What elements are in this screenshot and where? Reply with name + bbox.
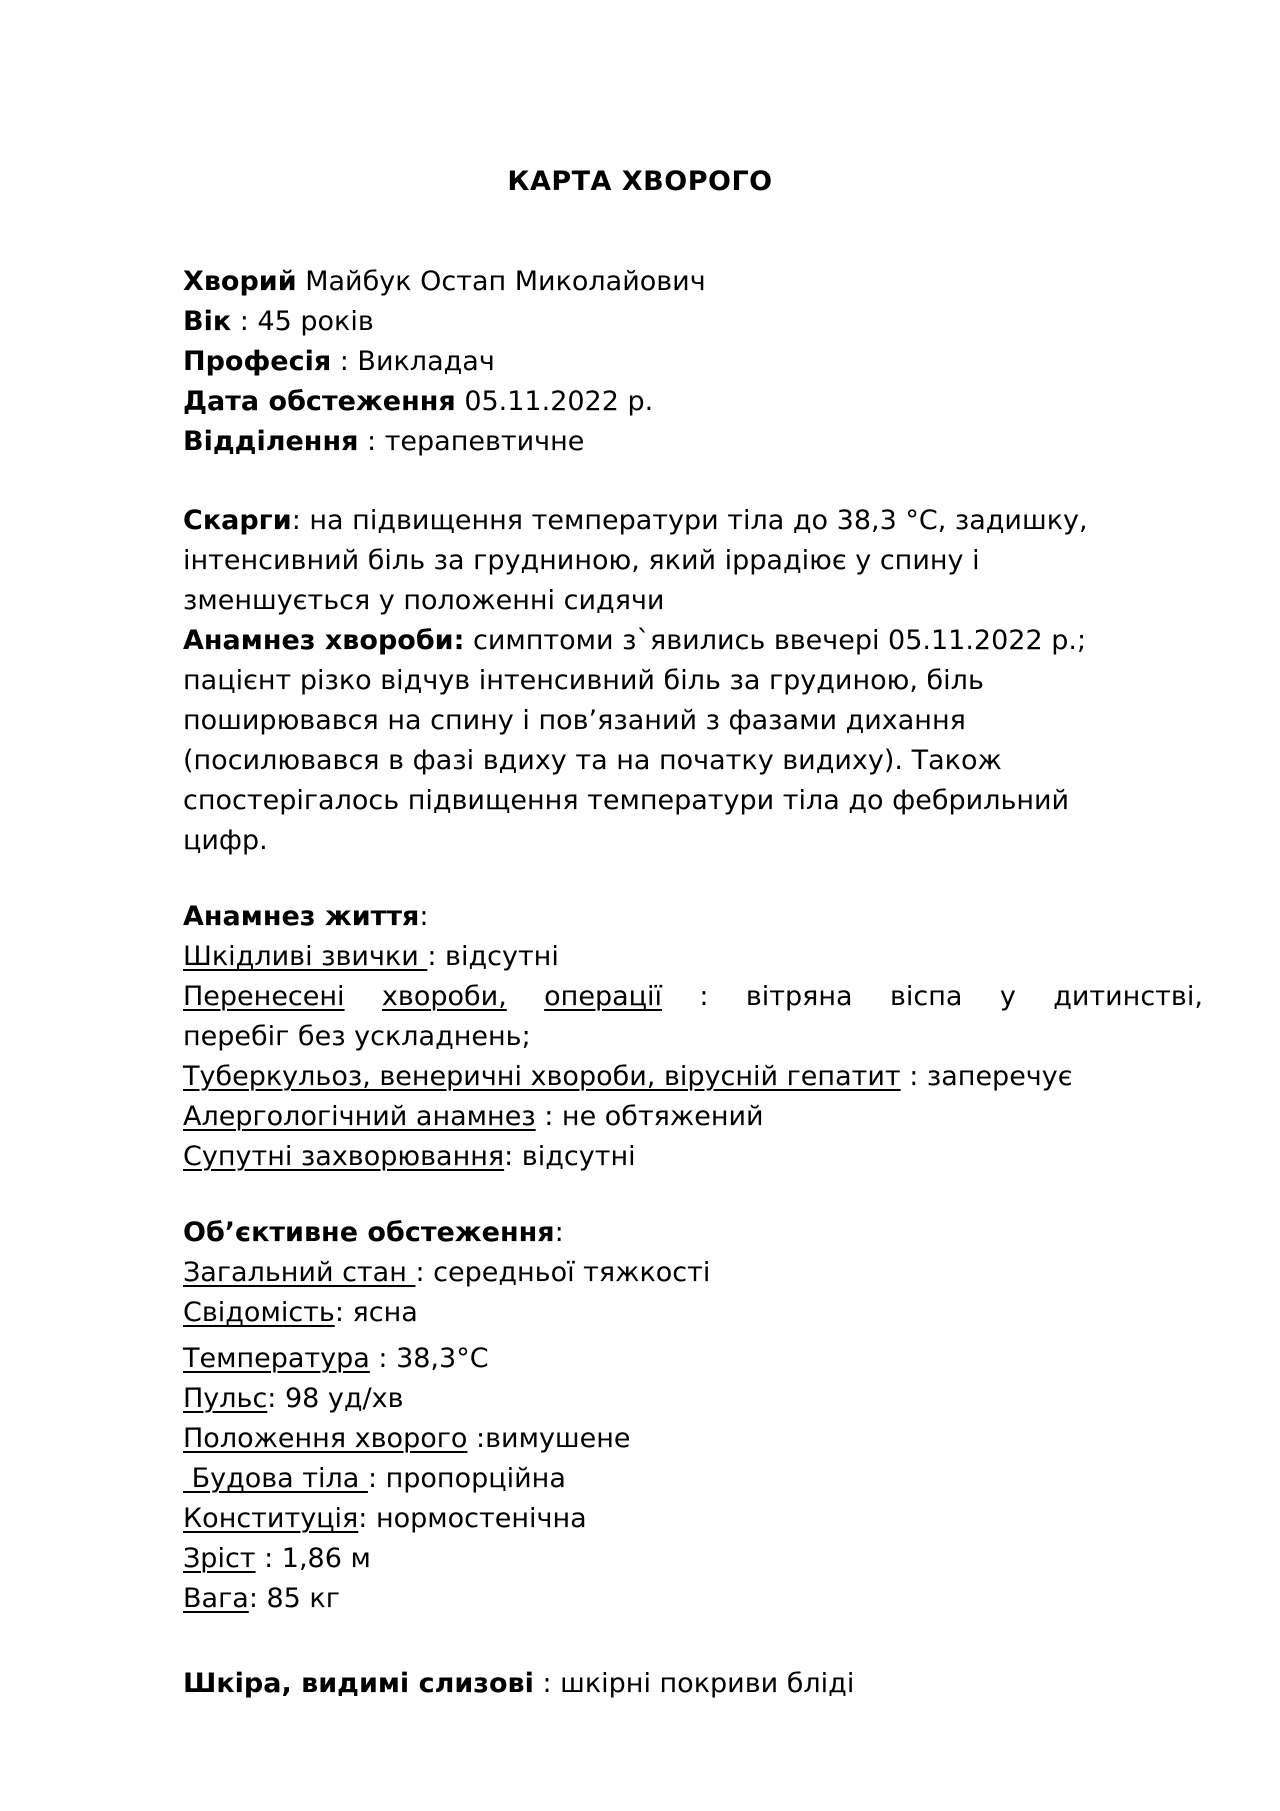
complaints-text-1: : на підвищення температури тіла до 38,3 °C, задишку, [291,505,1088,536]
disease-history-line-4: (посилювався в фазі вдиху та на початку видиху). Також [183,745,1002,776]
position-line [183,1419,1203,1459]
life-history-heading-line [183,897,1203,937]
past-diseases-word: хвороби, [381,981,507,1012]
patient-profession-label: Професія [183,346,332,377]
past-diseases-word: віспа [889,981,963,1012]
exam-date-label: Дата обстеження [183,386,456,417]
life-history-heading: Анамнез життя [183,901,420,932]
general-state-line [183,1253,1203,1293]
pulse-line [183,1379,1203,1419]
complaints-line-2: інтенсивний біль за грудниною, який іррадіює у спину і [183,545,980,576]
pulse-value: : 98 уд/хв [267,1383,404,1414]
weight-line [183,1579,1203,1619]
comorbid-label: Супутні захворювання [183,1141,505,1172]
patient-age-label: Вік [183,306,232,337]
life-history-heading-suffix: : [419,901,429,932]
complaints-line-1 [183,501,1203,541]
disease-history-label: Анамнез хвороби: [183,625,465,656]
patient-info [183,262,1203,462]
disease-history-line-1 [183,621,1203,661]
patient-profession-line [183,342,1203,382]
height-line [183,1539,1203,1579]
infections-line [183,1057,1203,1097]
life-history-section [183,897,1203,1177]
disease-history-line-5: спостерігалось підвищення температури тіла до фебрильний [183,785,1070,816]
objective-heading-suffix: : [554,1217,564,1248]
comorbid-line [183,1137,1203,1177]
consciousness-value: : ясна [334,1297,418,1328]
build-label: Будова тіла [183,1463,368,1494]
allergy-line [183,1097,1203,1137]
skin-section [183,1664,1203,1704]
objective-exam-section [183,1213,1203,1619]
habits-value: : відсутні [427,941,559,972]
consciousness-line [183,1293,1203,1333]
objective-heading: Об’єктивне обстеження [183,1217,555,1248]
patient-age-line [183,302,1203,342]
past-diseases-word: дитинстві, [1053,981,1203,1012]
habits-label: Шкідливі звички [183,941,428,972]
department-line [183,422,1203,462]
patient-age-value: : 45 років [231,306,374,337]
skin-label: Шкіра, видимі слизові [183,1668,534,1699]
disease-history-line-3: поширювався на спину і пов’язаний з фазами дихання [183,705,966,736]
document-title: КАРТА ХВОРОГО [507,166,773,197]
past-diseases-line-2: перебіг без ускладнень; [183,1021,531,1052]
skin-line [183,1664,1203,1704]
temperature-line [183,1339,1203,1379]
patient-name-label: Хворий [183,266,297,297]
objective-heading-line [183,1213,1203,1253]
position-label: Положення хворого [183,1423,468,1454]
disease-history-line-6: цифр. [183,825,268,856]
allergy-value: : не обтяжений [535,1101,764,1132]
skin-value: : шкірні покриви бліді [533,1668,855,1699]
constitution-label: Конституція [183,1503,359,1534]
allergy-label: Алергологічний анамнез [183,1101,536,1132]
past-diseases-word: Перенесені [183,981,345,1012]
general-state-label: Загальний стан [183,1257,416,1288]
disease-history-text-1: симптоми з`явились ввечері 05.11.2022 р.; [464,625,1087,656]
exam-date-value: 05.11.2022 р. [455,386,654,417]
patient-name-value: Майбук Остап Миколайович [296,266,706,297]
infections-value: : заперечує [900,1061,1073,1092]
infections-label: Туберкульоз, венеричні хвороби, вірусній гепатит [183,1061,901,1092]
complaints-line-3: зменшується у положенні сидячи [183,585,665,616]
constitution-value: : нормостенічна [358,1503,587,1534]
weight-value: : 85 кг [248,1583,340,1614]
height-value: : 1,86 м [255,1543,371,1574]
consciousness-label: Свідомість [183,1297,335,1328]
constitution-line [183,1499,1203,1539]
height-label: Зріст [183,1543,256,1574]
patient-name-line [183,262,1203,302]
complaints-section [183,501,1203,861]
position-value: :вимушене [467,1423,631,1454]
past-diseases-line-1 [183,977,1203,1017]
department-label: Відділення [183,426,359,457]
comorbid-value: : відсутні [504,1141,636,1172]
build-line [183,1459,1203,1499]
past-diseases-word: вітряна [745,981,853,1012]
general-state-value: : середньої тяжкості [415,1257,711,1288]
past-diseases-word: у [999,981,1016,1012]
build-value: : пропорційна [367,1463,566,1494]
complaints-label: Скарги [183,505,292,536]
department-value: : терапевтичне [358,426,585,457]
disease-history-line-2: пацієнт різко відчув інтенсивний біль за грудиною, біль [183,665,984,696]
pulse-label: Пульс [183,1383,268,1414]
habits-line [183,937,1203,977]
past-diseases-word: : [699,981,709,1012]
past-diseases-word: операції [544,981,663,1012]
weight-label: Вага [183,1583,249,1614]
temperature-label: Температура [183,1343,370,1374]
temperature-value: : 38,3°C [369,1343,489,1374]
exam-date-line [183,382,1203,422]
patient-profession-value: : Викладач [331,346,495,377]
